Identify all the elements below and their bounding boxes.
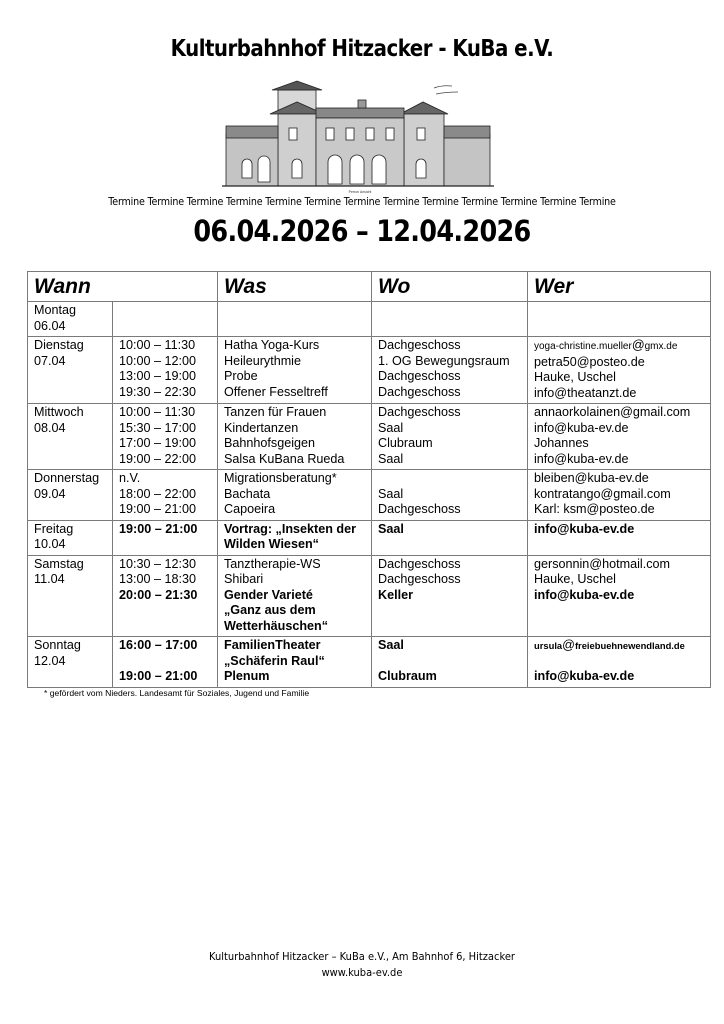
column-header-wo: Wo <box>372 272 528 302</box>
wer-cell <box>528 637 711 688</box>
event-title: Wetterhäuschen“ <box>224 618 329 633</box>
day-date: 06.04 <box>34 318 66 333</box>
event-contact: Hauke, Uschel <box>534 572 616 586</box>
table-row <box>28 302 711 337</box>
event-time: 19:00 – 22:00 <box>119 451 197 466</box>
event-time: 20:00 – 21:30 <box>119 587 198 602</box>
table-header-row <box>28 272 711 302</box>
day-date: 08.04 <box>34 420 66 435</box>
event-title: FamilienTheater <box>224 638 321 652</box>
event-title: Migrationsberatung* <box>224 471 337 485</box>
day-cell <box>28 470 113 521</box>
event-time: 10:30 – 12:30 <box>119 556 197 571</box>
spacer <box>378 654 521 670</box>
day-name: Samstag <box>34 556 84 571</box>
event-contact[interactable]: info@kuba-ev.de <box>534 521 635 536</box>
time-cell <box>113 404 218 470</box>
event-title: Plenum <box>224 669 270 683</box>
day-cell <box>28 302 113 337</box>
event-time: 19:30 – 22:30 <box>119 384 197 399</box>
time-cell <box>113 337 218 404</box>
event-time: 17:00 – 19:00 <box>119 436 197 450</box>
contact-domain: gmx.de <box>644 341 678 352</box>
event-title: Offener Fesseltreff <box>224 384 328 399</box>
was-cell <box>218 555 372 637</box>
wo-cell <box>372 555 528 637</box>
wo-cell <box>372 302 528 337</box>
event-time: 19:00 – 21:00 <box>119 521 198 536</box>
event-title: Gender Varieté <box>224 587 313 602</box>
event-title: Tanzen für Frauen <box>224 405 327 419</box>
time-cell <box>113 302 218 337</box>
contact-user: ursula <box>534 640 563 651</box>
event-title: Shibari <box>224 572 264 586</box>
time-cell <box>113 520 218 555</box>
event-location-empty <box>378 471 521 487</box>
image-caption: Perron Ansicht <box>348 190 372 194</box>
event-location: Dachgeschoss <box>378 384 461 399</box>
event-time: 13:00 – 19:00 <box>119 369 197 383</box>
table-row <box>28 470 711 521</box>
was-cell <box>218 302 372 337</box>
event-contact[interactable]: info@theatanzt.de <box>534 385 637 400</box>
event-title: Kindertanzen <box>224 420 299 435</box>
event-title: Salsa KuBana Rueda <box>224 451 345 466</box>
day-name: Sonntag <box>34 638 81 652</box>
day-date: 11.04 <box>34 572 65 586</box>
event-contact: Hauke, Uschel <box>534 370 616 384</box>
event-title: Tanztherapie-WS <box>224 556 321 571</box>
event-contact[interactable]: info@kuba-ev.de <box>534 587 635 602</box>
day-date: 10.04 <box>34 537 66 551</box>
time-cell <box>113 470 218 521</box>
day-date: 09.04 <box>34 486 66 501</box>
event-location: Dachgeschoss <box>378 556 461 571</box>
day-name: Freitag <box>34 521 74 536</box>
event-time: 13:00 – 18:30 <box>119 572 197 586</box>
wo-cell <box>372 470 528 521</box>
event-location: Saal <box>378 486 404 501</box>
column-header-wann: Wann <box>28 272 218 302</box>
was-cell <box>218 637 372 688</box>
event-contact[interactable] <box>534 638 704 654</box>
wer-cell <box>528 404 711 470</box>
table-row <box>28 404 711 470</box>
event-contact[interactable]: annaorkolainen@gmail.com <box>534 405 691 419</box>
event-title: Hatha Yoga-Kurs <box>224 338 320 352</box>
event-contact[interactable]: Karl: ksm@posteo.de <box>534 502 655 516</box>
wo-cell <box>372 520 528 555</box>
event-time: 10:00 – 11:30 <box>119 405 196 419</box>
event-location: Clubraum <box>378 436 433 450</box>
event-contact[interactable]: kontratango@gmail.com <box>534 486 671 501</box>
event-contact: Johannes <box>534 436 589 450</box>
was-cell <box>218 520 372 555</box>
event-location: Saal <box>378 451 404 466</box>
date-range: 06.04.2026 – 12.04.2026 <box>193 214 531 248</box>
event-location: 1. OG Bewegungsraum <box>378 353 510 368</box>
event-contact[interactable]: gersonnin@hotmail.com <box>534 556 670 571</box>
event-time: 18:00 – 22:00 <box>119 486 197 501</box>
event-title: Wilden Wiesen“ <box>224 537 319 551</box>
spacer <box>119 654 211 670</box>
wer-cell <box>528 337 711 404</box>
table-row <box>28 337 711 404</box>
event-location: Dachgeschoss <box>378 572 461 586</box>
was-cell <box>218 337 372 404</box>
event-title: Probe <box>224 369 258 383</box>
contact-domain: freiebuehnewendland.de <box>574 640 685 651</box>
event-location: Saal <box>378 521 404 536</box>
event-time: 16:00 – 17:00 <box>119 638 198 652</box>
event-title: Bachata <box>224 486 271 501</box>
event-location: Dachgeschoss <box>378 405 461 419</box>
event-title: „Schäferin Raul“ <box>224 653 325 668</box>
event-contact[interactable]: info@kuba-ev.de <box>534 451 629 466</box>
day-cell <box>28 555 113 637</box>
was-cell <box>218 404 372 470</box>
wo-cell <box>372 337 528 404</box>
was-cell <box>218 470 372 521</box>
wo-cell <box>372 404 528 470</box>
schedule-table <box>27 271 711 688</box>
footer-website[interactable]: www.kuba-ev.de <box>321 966 403 979</box>
day-cell <box>28 337 113 404</box>
event-title: Vortrag: „Insekten der <box>224 521 357 536</box>
event-location: Dachgeschoss <box>378 338 461 352</box>
time-cell <box>113 555 218 637</box>
day-name: Mittwoch <box>34 405 84 419</box>
event-contact[interactable]: info@kuba-ev.de <box>534 669 635 683</box>
event-contact[interactable]: petra50@posteo.de <box>534 354 645 369</box>
event-contact[interactable]: bleiben@kuba-ev.de <box>534 471 649 485</box>
station-building-illustration <box>222 78 494 194</box>
event-title: Bahnhofsgeigen <box>224 436 316 450</box>
event-title: „Ganz aus dem <box>224 603 316 617</box>
event-title: Capoeira <box>224 502 276 516</box>
event-title: Heileurythmie <box>224 353 301 368</box>
event-time: 19:00 – 21:00 <box>119 669 198 683</box>
contact-at: @ <box>631 338 645 352</box>
table-row <box>28 637 711 688</box>
event-location: Clubraum <box>378 669 437 683</box>
event-time: 10:00 – 12:00 <box>119 353 197 368</box>
event-location: Keller <box>378 587 414 602</box>
contact-user: yoga-christine.mueller <box>534 341 632 352</box>
time-cell <box>113 637 218 688</box>
day-cell <box>28 404 113 470</box>
day-name: Dienstag <box>34 338 84 352</box>
spacer <box>534 654 704 670</box>
day-name: Montag <box>34 303 77 317</box>
day-date: 07.04 <box>34 353 66 368</box>
day-name: Donnerstag <box>34 471 100 485</box>
event-location: Dachgeschoss <box>378 502 461 516</box>
wer-cell <box>528 302 711 337</box>
wo-cell <box>372 637 528 688</box>
event-time: 10:00 – 11:30 <box>119 338 196 352</box>
table-row <box>28 520 711 555</box>
day-cell <box>28 637 113 688</box>
day-date: 12.04 <box>34 653 66 668</box>
event-location: Saal <box>378 638 404 652</box>
column-header-was: Was <box>218 272 372 302</box>
event-contact[interactable] <box>534 338 704 355</box>
document-title: Kulturbahnhof Hitzacker - KuBa e.V. <box>170 36 554 62</box>
event-time: 19:00 – 21:00 <box>119 502 197 516</box>
contact-at: @ <box>562 638 575 652</box>
event-time: 15:30 – 17:00 <box>119 420 197 435</box>
footnote: * gefördert vom Nieders. Landesamt für Soziales, Jugend und Familie <box>44 688 310 698</box>
wer-cell <box>528 555 711 637</box>
day-cell <box>28 520 113 555</box>
footer-address: Kulturbahnhof Hitzacker – KuBa e.V., Am Bahnhof 6, Hitzacker <box>209 950 515 963</box>
table-row <box>28 555 711 637</box>
event-contact[interactable]: info@kuba-ev.de <box>534 420 629 435</box>
wer-cell <box>528 520 711 555</box>
event-location: Dachgeschoss <box>378 369 461 383</box>
event-location: Saal <box>378 420 404 435</box>
wer-cell <box>528 470 711 521</box>
column-header-wer: Wer <box>528 272 711 302</box>
termine-banner: Termine Termine Termine Termine Termine Termine Termine Termine Termine Termine Termine Termine Termine <box>108 196 616 208</box>
event-time: n.V. <box>119 471 141 485</box>
